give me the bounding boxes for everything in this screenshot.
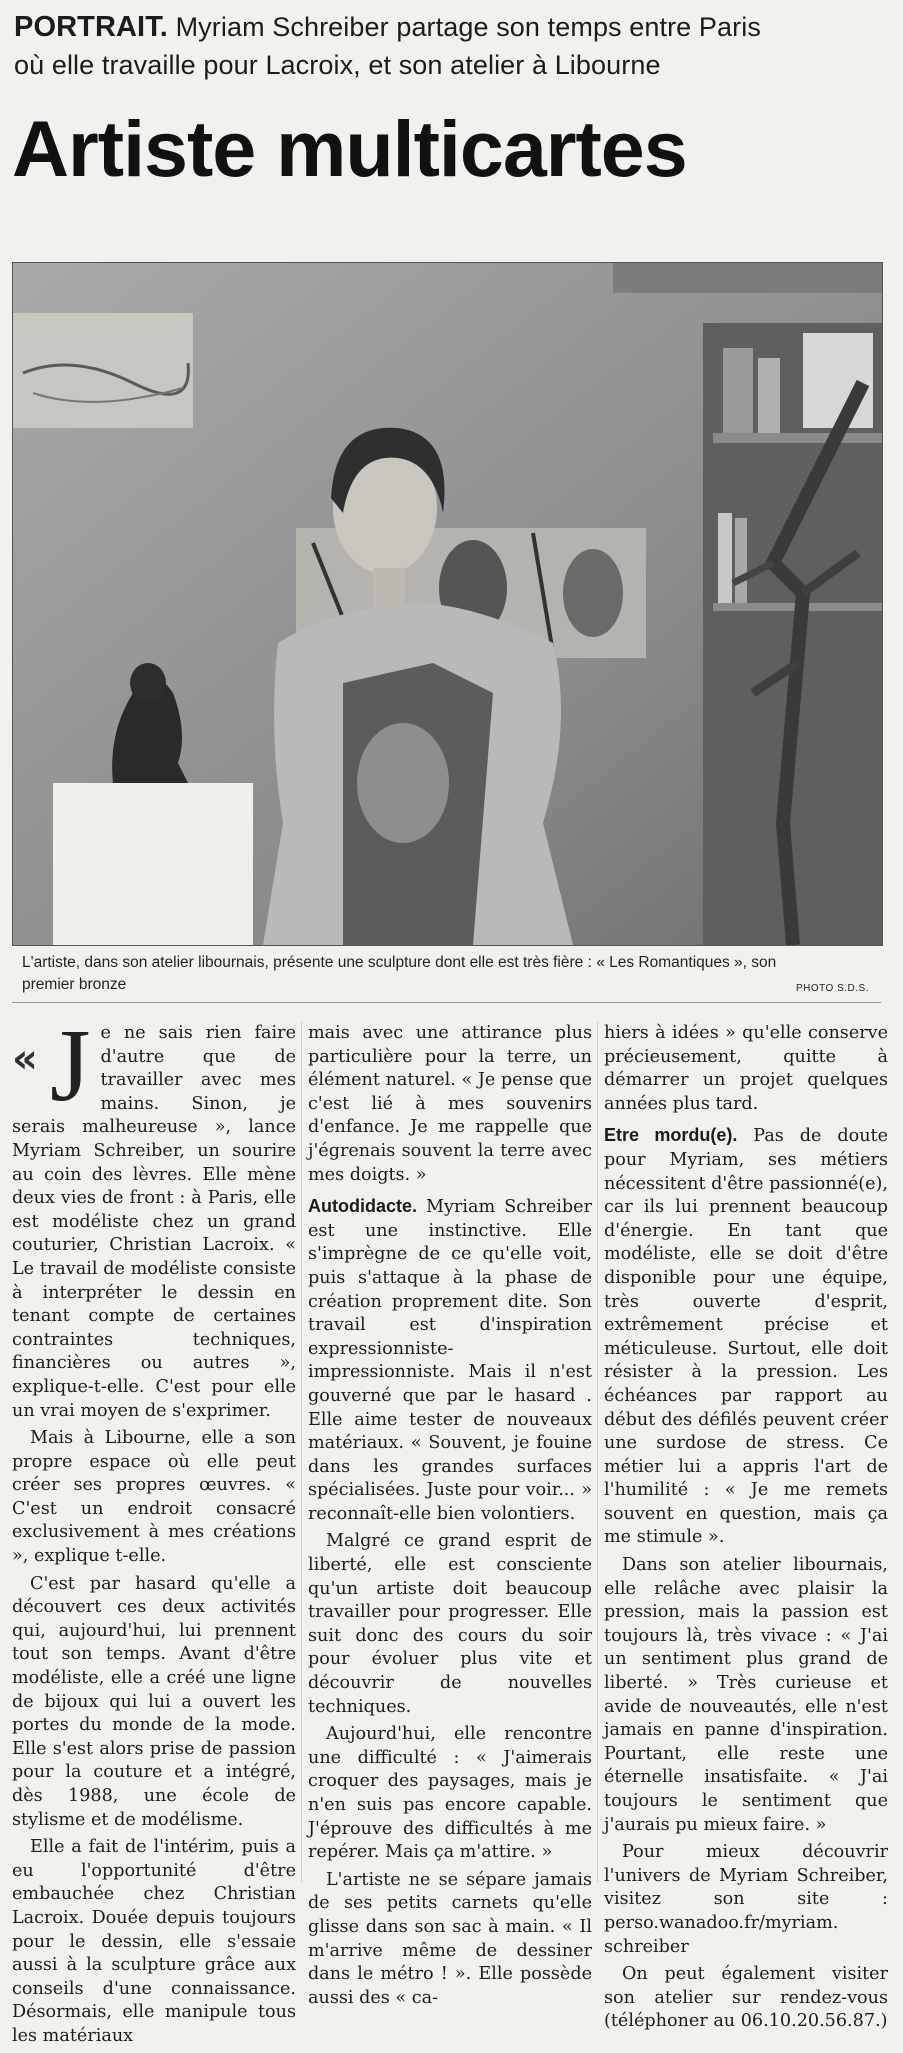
lead-paragraph [12, 1008, 296, 1423]
article-photo [12, 262, 883, 946]
column-rule [597, 1022, 598, 1882]
article-column-3 [604, 1022, 888, 2038]
kicker-line2: où elle travaille pour Lacroix, et son atelier à Libourne [14, 50, 661, 80]
column-rule [301, 1022, 302, 1882]
subhead: Autodidacte. [308, 1196, 418, 1217]
paragraph: Aujourd'hui, elle rencontre une difficulté : « J'aimerais croquer des paysages, mais je n'en suis pas encore capable. J'éprouve des difficultés à me repérer. Mais ça m'attire. » [308, 1724, 592, 1863]
paragraph: Dans son atelier libournais, elle relâche avec plaisir la pression, mais la passion est toujours là, très vivace : « J'ai un sentiment plus grand de liberté. » Très curieuse et avide de nouveautés, elle n'est jamais en panne d'inspiration. Pourtant, elle reste une éternelle insatisfaite. « J'ai toujours le sentiment que j'aurais pu mieux faire. » [604, 1555, 888, 1835]
paragraph: Mais à Libourne, elle a son propre espace où elle peut créer ses propres œuvres. « C'est un endroit consacré exclusivement à mes créations », explique t-elle. [12, 1428, 296, 1567]
kicker-line1: Myriam Schreiber partage son temps entre Paris [175, 12, 761, 42]
paragraph: e ne sais rien faire d'autre que de travailler avec mes mains. Sinon, je serais malheureuse », lance Myriam Schreiber, un sourire au coin des lèvres. Elle mène deux vies de front : à Paris, elle est modéliste chez un grand couturier, Christian Lacroix. « Le travail de modéliste consiste à interpréter le dessin en tenant compte de certaines contraintes techniques, financières ou autres », explique-t-elle. C'est pour elle un vrai moyen de s'exprimer. [12, 1023, 296, 1421]
kicker [14, 8, 894, 84]
subhead-paragraph [604, 1124, 888, 1550]
article-column-2 [308, 1022, 592, 2014]
paragraph: L'artiste ne se sépare jamais de ses petits carnets qu'elle glisse dans son sac à main. « Il m'arrive même de dessiner dans le métro ! ». Elle possède aussi des « ca- [308, 1869, 592, 2008]
kicker-label: PORTRAIT. [14, 11, 168, 43]
paragraph: Elle a fait de l'intérim, puis a eu l'opportunité d'être embauchée chez Christian Lacroix. Douée depuis toujours pour le dessin, elle s'essaie aussi à la sculpture grâce aux conseils d'une connaissance. Désormais, elle manipule tous les matériaux [12, 1837, 296, 2046]
drop-cap: J [50, 1008, 91, 1123]
paragraph: Pour mieux découvrir l'univers de Myriam Schreiber, visitez son site : perso.wanadoo.fr/myriam. schreiber [604, 1842, 888, 1957]
show-through-bleed [0, 196, 903, 256]
opening-guillemet: « [12, 1036, 38, 1082]
paragraph: C'est par hasard qu'elle a découvert ces deux activités qui, aujourd'hui, lui prennent tout son temps. Avant d'être modéliste, elle a créé une ligne de bijoux qui lui a ouvert les portes du monde de la mode. Elle s'est alors prise de passion pour la couture et a intégré, dès 1988, une école de stylisme et de modélisme. [12, 1573, 296, 1830]
subhead: Etre mordu(e). [604, 1125, 738, 1146]
paragraph-text: Myriam Schreiber est une instinctive. Elle s'imprègne de ce qu'elle voit, puis s'attaque à la phase de création proprement dite. Son travail est d'inspiration expressionniste-impressionniste. Mais il n'est gouverné que par le hasard . Elle aime tester de nouveaux matériaux. « Souvent, je fouine dans les grandes surfaces spécialisées. Juste pour voir... » reconnaît-elle bien volontiers. [308, 1197, 593, 1524]
photo-illustration [13, 263, 882, 945]
photo-caption-box [12, 946, 881, 1003]
article-column-1 [12, 1008, 296, 2053]
subhead-paragraph [308, 1195, 592, 1526]
photo-credit: PHOTO S.D.S. [795, 983, 869, 994]
paragraph: mais avec une attirance plus particulière pour la terre, un élément naturel. « Je pense que c'est lié à mes souvenirs d'enfance. Je me rappelle que j'égrenais souvent la terre avec mes doigts. » [308, 1023, 592, 1185]
paragraph: hiers à idées » qu'elle conserve précieusement, quitte à démarrer un projet quelques années plus tard. [604, 1023, 888, 1114]
paragraph: On peut également visiter son atelier sur rendez-vous (téléphoner au 06.10.20.56.87.) [604, 1964, 888, 2032]
paragraph-text: Pas de doute pour Myriam, ses métiers nécessitent d'être passionné(e), car ils lui prennent beaucoup d'énergie. En tant que modéliste, elle se doit d'être disponible pour une équipe, très ouverte d'esprit, extrêmement précise et méticuleuse. Surtout, elle doit résister à la pression. Les échéances par rapport au début des défilés peuvent créer une surdose de stress. Ce métier lui a appris l'art de l'humilité : « Je me remets souvent en question, mais ça me stimule ». [604, 1126, 889, 1548]
headline: Artiste multicartes [12, 104, 687, 193]
photo-caption: L'artiste, dans son atelier libournais, présente une sculpture dont elle est très fière : « Les Romantiques », son premier bronze [22, 954, 777, 993]
paragraph: Malgré ce grand esprit de liberté, elle est consciente qu'un artiste doit beaucoup travailler pour progresser. Elle suit donc des cours du soir pour évoluer plus vite et découvrir de nouvelles techniques. [308, 1531, 592, 1717]
